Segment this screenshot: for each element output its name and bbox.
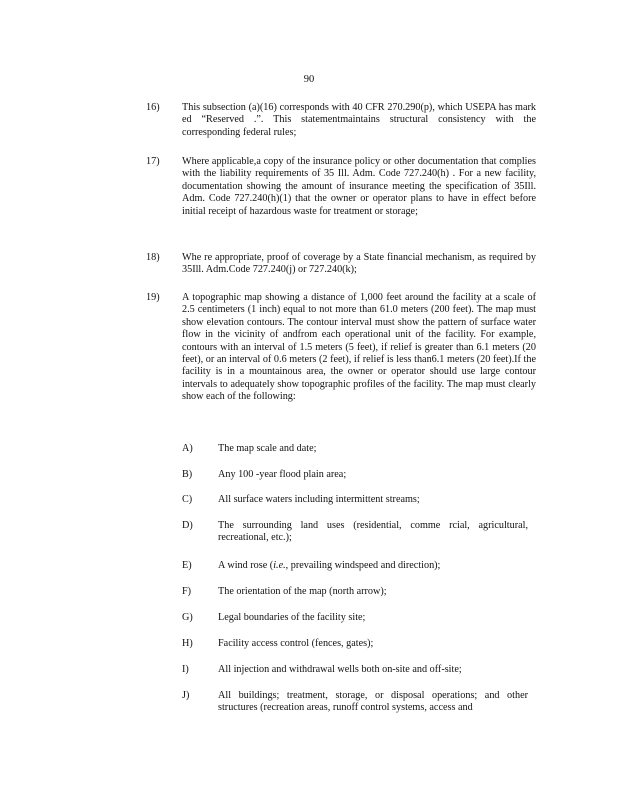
item-number: 16) — [146, 102, 160, 113]
subitem-text — [218, 560, 528, 572]
subitem-b — [182, 469, 528, 481]
subitem-letter: E) — [182, 560, 192, 571]
subitem-text: Legal boundaries of the facility site; — [218, 612, 366, 623]
subitem-letter: F) — [182, 586, 192, 597]
item-text: This subsection (a)(16) corresponds with 40 CFR 270.290(p), which USEPA has mark ed “Reserved .”. This statementmaintains structural consistency with the corresponding federal rules; — [182, 102, 536, 138]
subitem-text-part: , prevailing windspeed and direction); — [285, 560, 441, 571]
subitem-d — [182, 520, 528, 545]
list-item-19 — [146, 292, 536, 404]
item-text: Where applicable,a copy of the insurance policy or other documentation that complies with the liability requirements of 35 Ill. Adm. Code 727.240(h) . For a new facility, documentation showing the amount of insurance meeting the specification of 35Ill. Adm. Code 727.240(h)(1) that the owner or operator plans to have in effect before initial receipt of hazardous waste for treatment or storage; — [182, 156, 536, 217]
subitem-c — [182, 494, 528, 506]
subitem-text: All injection and withdrawal wells both on-site and off-site; — [218, 664, 462, 675]
subitem-text: All surface waters including intermittent streams; — [218, 494, 420, 505]
subitem-text-italic: i.e. — [273, 560, 286, 571]
subitem-f — [182, 586, 528, 598]
item-text: Whe re appropriate, proof of coverage by a State financial mechanism, as required by 35Ill. Adm.Code 727.240(j) or 727.240(k); — [182, 252, 536, 276]
subitem-i — [182, 664, 528, 676]
item-number: 17) — [146, 156, 160, 167]
subitem-letter: G) — [182, 612, 193, 623]
subitem-letter: A) — [182, 443, 193, 454]
subitem-text: The orientation of the map (north arrow); — [218, 586, 387, 597]
subitem-text: The surrounding land uses (residential, comme rcial, agricultural, recreational, etc.); — [218, 520, 528, 544]
subitem-a — [182, 443, 528, 455]
subitem-j — [182, 690, 528, 715]
list-item-16 — [146, 102, 536, 139]
subitem-letter: D) — [182, 520, 193, 531]
item-number: 19) — [146, 292, 160, 303]
subitem-letter: H) — [182, 638, 193, 649]
subitem-text: Any 100 -year flood plain area; — [218, 469, 347, 480]
item-text: A topographic map showing a distance of 1,000 feet around the facility at a scale of 2.5 centimeters (1 inch) equal to not more than 61.0 meters (200 feet). The map must show elevation contours. The contour interval must show the pattern of surface water flow in the vicinity of andfrom each operational unit of the facility. For example, contours with an interval of 1.5 meters (5 feet), if relief is greater than 6.1 meters (20 feet), or an interval of 0.6 meters (2 feet), if relief is less than6.1 meters (20 feet).If the facility is in a mountainous area, the owner or operator should use large contour intervals to adequately show topographic profiles of the facility. The map must clearly show each of the following: — [182, 292, 536, 403]
list-item-17 — [146, 156, 536, 218]
subitem-text-part: A wind rose ( — [218, 560, 274, 571]
subitem-letter: C) — [182, 494, 193, 505]
subitem-letter: B) — [182, 469, 193, 480]
subitem-text: The map scale and date; — [218, 443, 317, 454]
item-number: 18) — [146, 252, 160, 263]
page-number: 90 — [303, 74, 315, 85]
subitem-g — [182, 612, 528, 624]
subitem-text: Facility access control (fences, gates); — [218, 638, 374, 649]
subitem-letter: I) — [182, 664, 189, 675]
subitem-text: All buildings; treatment, storage, or disposal operations; and other structures (recreation areas, runoff control systems, access and — [218, 690, 528, 714]
subitem-h — [182, 638, 528, 650]
subitem-letter: J) — [182, 690, 190, 701]
subitem-e — [182, 560, 528, 572]
list-item-18 — [146, 252, 536, 277]
